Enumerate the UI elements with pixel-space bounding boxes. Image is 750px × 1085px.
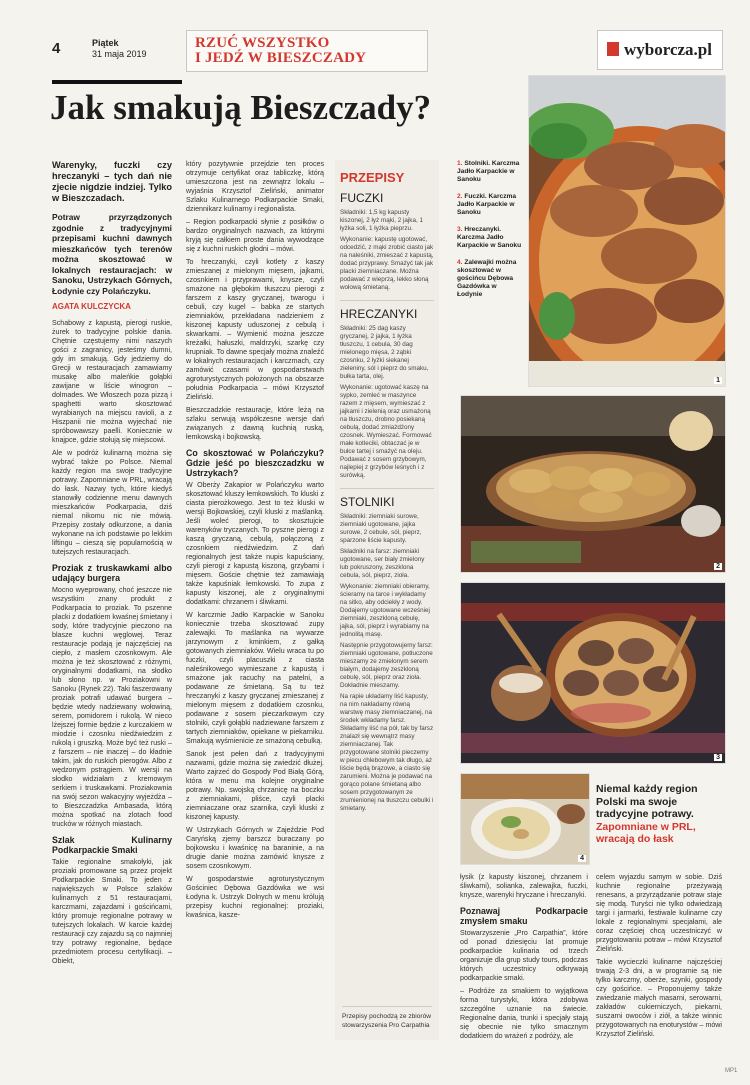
caption <box>457 160 523 184</box>
recipe-body <box>340 325 434 480</box>
logo-square-icon <box>607 42 619 56</box>
paragraph: – Podróże za smakiem to wyjątkowa forma turystyki, która zdobywa szczególne uznanie na świecie. Regionalne dania, trunki i specjały stają się obecnie nie tylko smacznym dodatkiem do wrażeń z podróży, ale <box>460 987 588 1040</box>
recipe-ingredients: Składniki: 25 dag kaszy gryczanej, 2 jajka, 1 łyżka tłuszczu, 1 cebula, 30 dag mielonego mięsa, 2 ząbki czosnku, 2 łyżki siekanej zieleniny, sól i pieprz do smaku, bułka tarta, olej. <box>340 325 429 380</box>
zalewajka-image <box>461 774 589 864</box>
author-byline: AGATA KULCZYCKA <box>52 302 131 311</box>
headline-rule <box>52 80 182 84</box>
lead-intro: Warenyky, fuczki czy hreczanyki – tych dań nie zjecie nigdzie indziej. Tylko w Bieszczadach. <box>52 160 172 203</box>
recipe-method: Wykonanie: kapustę ugotować, odcedzić, z mąki zrobić ciasto jak na naleśniki, zmieszać z kapustą, dodać przyprawy. Smażyć tak jak placki ziemniaczane. Można podawać z wieprzą, lekko słoną wołową śmietaną. <box>340 236 434 291</box>
caption-text: Stolniki. Karczma Jadło Karpackie w Sanoku <box>457 160 520 183</box>
paragraph: łysik (z kapusty kiszonej, chrzanem i śliwkami), solianka, zalewajka, fuczki, knysze, warenyki hryczane i hreczanyki. <box>460 873 588 899</box>
stolniki-image <box>529 76 725 386</box>
caption-text: Fuczki. Karczma Jadło Karpackie w Sanoku <box>457 193 517 216</box>
pull-quote <box>596 783 722 846</box>
paragraph: Mocno wyeprowany, choć jeszcze nie wszystkim znany produkt z Podkarpacia to proziak. To pszenne placki z dodatkiem kwaśnej śmietany i sody, które tradycyjnie pieczono na blasze kuchni węglowej. Teraz restauracje podają je najczęściej na ciepło, z masłem czosnkowym. Ale można je też skosztować z różnymi, oryginalnymi dodatkami, na słodko lub słono np. w Proziakowni w Sanoku (Rynek 22). Taki faszerowany proziak potrafi udawać burgera – będzie wtedy nadziewany wołowiną, serem, pomidorem i rukolą. W nieco lżejszej formie będzie z kurczakiem w miodzie i czosnku niedźwiedzim z rukolą i gruszką. Może być też ruski – z farszem – nie inaczej – do kładnie takim, jak do ruskich pierogów. Albo z wędzonym pstrągiem. W wersji na słodko widziałam z kremowym serkiem i truskawkami. Proziakownia na swój sezon wakacyjny wyjeżdża – to Bieszczadzka Ambasada, którą można spotkać na zlotach food trucków w różnych miastach. <box>52 586 172 828</box>
photo-hreczanyki <box>460 582 726 764</box>
recipe-method: Wykonanie: ziemniaki obieramy, ścieramy na tarce i wykładamy na sitko, aby odciekły z wody. Dodajemy ugotowane wcześniej ziemniaki, zeszkloną cebulę, jajka, sól, pieprz i wyrabiamy na jednolitą masę. <box>340 583 430 638</box>
paragraph: Stowarzyszenie „Pro Carpathia”, które od ponad dziesięciu lat promuje podkarpackie kulinaria od trzech organizuje dla grup study tours, podczas których uczestnicy odkrywają podkarpackie smaki. <box>460 929 588 982</box>
article-column-2 <box>186 160 324 924</box>
wyborcza-logo <box>597 30 723 70</box>
recipe-assembly: Na rapie układamy liść kapusty, na nim nakładamy równą warstwę masy ziemniaczanej, na środek wkładamy farsz. Składamy liść na pół, tak by farsz znalazł się wewnątrz masy ziemniaczanej. Tak przygotowane stolniki pieczemy w piecu chlebowym tak długo, aż liście będą brązowe, a ciasto się zarumieni. Można je podawać na gorąco polane śmietaną albo sosem przygotowanym ze zrumienionej na tłuszczu cebulki i śmietany. <box>340 693 434 812</box>
photo-zalewajka <box>460 773 590 865</box>
pull-quote-highlight: Zapomniane w PRL, wracają do łask <box>596 820 696 845</box>
article-column-4 <box>460 873 588 1045</box>
caption-number: 1. <box>457 160 463 167</box>
paragraph: Schabowy z kapustą, pierogi ruskie, żurek to tradycyjne polskie dania. Chętnie częstujemy nimi naszych gości z zagranicy, jesteśmy dumni, gdy im smakują. Gdy jedziemy do Grecji w restauracjach zamawiamy musakę albo maleńkie gołąbki zawijane w liście winogron – dolmades. We Włoszech poza pizzą i spaghetti warto skosztować wyrabianych na miejscu ravioli, a z Hiszpanii nie można wyjechać nie spróbowawszy paelli. Koniecznie w knajpce, gdzie stołują się miejscowi. <box>52 319 172 444</box>
issue-date-text: 31 maja 2019 <box>92 49 147 59</box>
section-header <box>186 30 428 72</box>
caption <box>457 226 523 250</box>
caption-number: 2. <box>457 193 463 200</box>
recipe-ingredients: Składniki: 1,5 kg kapusty kiszonej, 2 łyż mąki, 2 jajka, 1 łyżka soli, 1 łyżka pieprzu. <box>340 209 423 232</box>
caption-number: 3. <box>457 226 463 233</box>
recipe-method: Wykonanie: ugotować kaszę na sypko, zemleć w maszynce razem z mięsem, wymieszać z jajkami i zielenią oraz usmażoną na tłuszczu, drobno posiekaną cebulą, dodać zmiażdżony czosnek. Wymieszać. Formować małe kotleciki, obtaczać je w bułce tartej i smażyć na oleju. Podawać z sosem grzybowym, najlepiej z grzybów leśnych i z surówką. <box>340 384 432 479</box>
paragraph: Takie wycieczki kulinarne najczęściej trwają 2-3 dni, a w programie są nie tylko karczmy, oberże, szynki, gospody czy gościńce. – Proponujemy także zwiedzanie małych masarni, serowarni, zakładów cukierniczych, piekarni, suszarni owoców i ziół, a także winnic przygotowanych na enoturystów – mówi Krzysztof Zieliński. <box>596 958 722 1038</box>
paragraph: celem wyjazdu samym w sobie. Dziś kuchnie regionalne przeżywają renesans, a przyrządzanie potraw staje się modą. Turyści nie tylko odwiedzają targi i jarmarki, festiwale kulinarne czy lokale z regionalnymi specjałami, ale coraz częściej chcą uczestniczyć w przygotowaniu potraw – mówi Krzysztof Zieliński. <box>596 873 722 953</box>
recipe-filling-method: Następnie przygotowujemy farsz: ziemniaki ugotowane, potłuczone mieszamy ze zmielonym serem białym, dodajemy zeszkloną cebulę, sól, pieprz oraz zioła. Dokładnie mieszamy. <box>340 642 433 689</box>
photo-number: 1 <box>716 377 720 384</box>
photo-number: 2 <box>716 563 720 570</box>
paragraph: To hreczanyki, czyli kotlety z kaszy zmieszanej z mielonym mięsem, jajkami, czosnkiem i przyprawami, knysze, czyli smażone na głębokim tłuszczu pierogi z farszem z kaszy gryczanej, twarogu i cebuli, czy kugel – babka ze startych ziemniaków, przekładana nadzieniem z kiszonej kapusty uduszonej z cebulą i skwarkami. – Wymienić można jeszcze kreżałki, hałuszki, maldrzyki, szarkę czy krupniak. To dawne specjały można znaleźć w lokalnych restauracjach i karczmach, czy zamówić czasami w gospodarstwach agroturystycznych położonych na obszarze południa Podkarpacia – mówi Krzysztof Zieliński. <box>186 258 324 401</box>
paragraph: W gospodarstwie agroturystycznym Gościniec Dębowa Gazdówka we wsi Łodyna k. Ustrzyk Dolnych w menu królują przepisy kuchni regionalnej: proziaki, kwaśnica, kasze- <box>186 875 324 919</box>
subheading: Proziak z truskawkami albo udający burgera <box>52 563 172 583</box>
photo-number: 3 <box>716 754 720 761</box>
article-column-1 <box>52 160 172 970</box>
paragraph: Bieszczadzkie restauracje, które leżą na szlaku serwują współczesne wersje dań związanych z dawną kuchnią ruską, łemkowską i bojkowską. <box>186 406 324 441</box>
paragraph: – Region podkarpacki słynie z posiłków o bardzo oryginalnych nazwach, za którymi kryją się całkiem proste dania wywodzące się z kuchni ruskich głodni – mówi. <box>186 218 324 253</box>
fuczki-image <box>461 396 725 572</box>
photo-captions <box>457 160 523 308</box>
recipe-title: FUCZKI <box>340 191 384 205</box>
section-title <box>195 36 366 66</box>
section-title-line1: RZUĆ WSZYSTKO <box>195 35 330 51</box>
recipes-box <box>335 160 439 1040</box>
paragraph: W karczmie Jadło Karpackie w Sanoku koniecznie trzeba skosztować zupy zalewajki. To maślanka na wywarze jarzynowym z kminkiem, z gałką gotowanych ziemniaków. Wielu wraca tu po fuczki, czyli placuszki z ciasta naleśnikowego wymieszane z kapustą i smażone jak racuchy na patelni, a podawane ze śmietaną. Są tu też hreczanyki z kaszy gryczanej zmieszanej z mielonym mięsem z dodatkiem czosnku, podawane z sosem pieczarkowym czy stolniki, czyli gołąbki nadziewane farszem z tartych ziemniaków, opiekane w piekarniku. Smakują wyśmienicie ze smażoną cebulką. <box>186 611 324 745</box>
recipe-title: HRECZANYKI <box>340 300 434 321</box>
caption-text: Hreczanyki. Karczma Jadło Karpackie w Sanoku <box>457 226 522 249</box>
recipe-filling: Składniki na farsz: ziemniaki ugotowane, ser biały zmielony lub pokruszony, zeszklona cebula, sól, pieprz, zioła. <box>340 548 425 579</box>
caption-text: Zalewajki można skosztować w gościńcu Dębowa Gazdówka w Łodynie <box>457 259 517 298</box>
caption <box>457 193 523 217</box>
footer-mark: MP1 <box>725 1068 738 1074</box>
section-title-line2: I JEDŹ W BIESZCZADY <box>195 50 367 66</box>
logo-text: wyborcza.pl <box>624 40 712 59</box>
article-column-5 <box>596 873 722 1043</box>
photo-number: 4 <box>580 855 584 862</box>
paragraph: W Oberży Zakapior w Polańczyku warto skosztować kluszy łemkowskich. To kluski z ciasta pierożkowego. Jest to też kluski w wersji Bojkowskiej, czyli kluski z maślanką. Jeśli woleć pierogi, to skosztujcie warenyków tryczanych. To pyszne pierogi z kaszą gryczaną, cebulą, połączoną z czosnkiem niedźwiedzim. Z dań regionalnych jest także nupis kapuściany, czyli pierogi z kapustą kiszoną, grzybami i mięsem. Goście chętnie też zamawiają także kapuśniak łemkowski. To zupa z kapusty kiszonej, ale z oryginalnymi dodatkami: chrzanem i śliwkami. <box>186 481 324 606</box>
recipes-source-note: Przepisy pochodzą ze zbiorów stowarzyszenia Pro Carpathia <box>342 1006 432 1030</box>
paragraph: Takie regionalne smakołyki, jak proziaki promowane są przez projekt Podkarpackie Smaki. To jeden z największych w Polsce szlaków kulinarnych z 51 restauracjami, karczmami, zajazdami i gościńcami, który promuje regionalne potrawy w tutejszych lokalach. W karcie każdej restauracji czy zajazdu są co najmniej trzy potrawy regionalne, będące przedmiotem procesu certyfikacji. – Obiekt, <box>52 858 172 965</box>
paragraph: W Ustrzykach Górnych w Zajeździe Pod Caryńską zjemy barszcz buraczany po bojkowsku i kwaśnicę na baraninie, a na drugie danie można zamówić knysze z sosem czosnkowym. <box>186 826 324 870</box>
subheading: Poznawaj Podkarpacie zmysłem smaku <box>460 906 588 926</box>
paragraph: który pozytywnie przejdzie ten proces otrzymuje certyfikat oraz tabliczkę, którą umieszczona jest na zewnątrz lokalu – wyjaśnia Krzysztof Zieliński, animator Szlaku Kulinarnego Podkarpackie Smaki, dziennikarz kulinarny i regionalista. <box>186 160 324 213</box>
recipe-body <box>340 513 434 813</box>
lead-body: Potraw przyrządzonych zgodnie z tradycyjnymi przepisami kuchni dawnych mieszkańców tych terenów można skosztować w lokalnych restauracjach: w Sanoku, Ustrzykach Górnych, Łodynie czy Polańczyku. <box>52 212 172 296</box>
paragraph: Ale w podróż kulinarną można się wybrać także po Polsce. Niemal każdy region ma swoje tradycyjne potrawy. Zapomniane w PRL, wracają do łask. Nazwy tych, które kiedyś stanowiły codzienne menu dawnych mieszkańców Podkarpacia, dziś niemal nikomu nic nie mówią. Przepisy zostały odkurzone, a dania wykonane na ich podstawie po lekkim liftingu – cieszą się popularnością w tutejszych restauracjach. <box>52 449 172 556</box>
caption <box>457 259 523 299</box>
recipes-heading: PRZEPISY <box>340 170 405 185</box>
photo-fuczki <box>460 395 726 573</box>
recipe-ingredients: Składniki: ziemniaki surowe, ziemniaki ugotowane, jajka surowe, 2 cebule, sól, pieprz, sparzone liście kapusty. <box>340 513 422 544</box>
issue-day: Piątek <box>92 38 119 48</box>
recipe-title: STOLNIKI <box>340 488 434 509</box>
page-number: 4 <box>52 40 61 57</box>
pull-quote-text: Niemal każdy region Polski ma swoje tradycyjne potrawy. <box>596 783 698 820</box>
issue-date <box>92 38 147 60</box>
recipe-body <box>340 209 434 292</box>
photo-stolniki <box>528 75 726 387</box>
subheading: Co skosztować w Polańczyku? Gdzie jeść po bieszczadzku w Ustrzykach? <box>186 448 324 478</box>
caption-number: 4. <box>457 259 463 266</box>
subheading: Szlak Kulinarny Podkarpackie Smaki <box>52 835 172 855</box>
paragraph: Sanok jest pełen dań z tradycyjnymi nazwami, gdzie można się zwiedzić dłużej. Warto zajrzeć do Gospody Pod Białą Górą, która w menu ma kolejne oryginalne potrawy. Np. swojską chrzanicę na boczku z ziemniakami, pliśce, czyli placki ziemniaczane oraz szarnika, czyli kluski z kiszonej kapusty. <box>186 750 324 821</box>
hreczanyki-image <box>461 583 725 763</box>
headline: Jak smakują Bieszczady? <box>50 88 432 127</box>
